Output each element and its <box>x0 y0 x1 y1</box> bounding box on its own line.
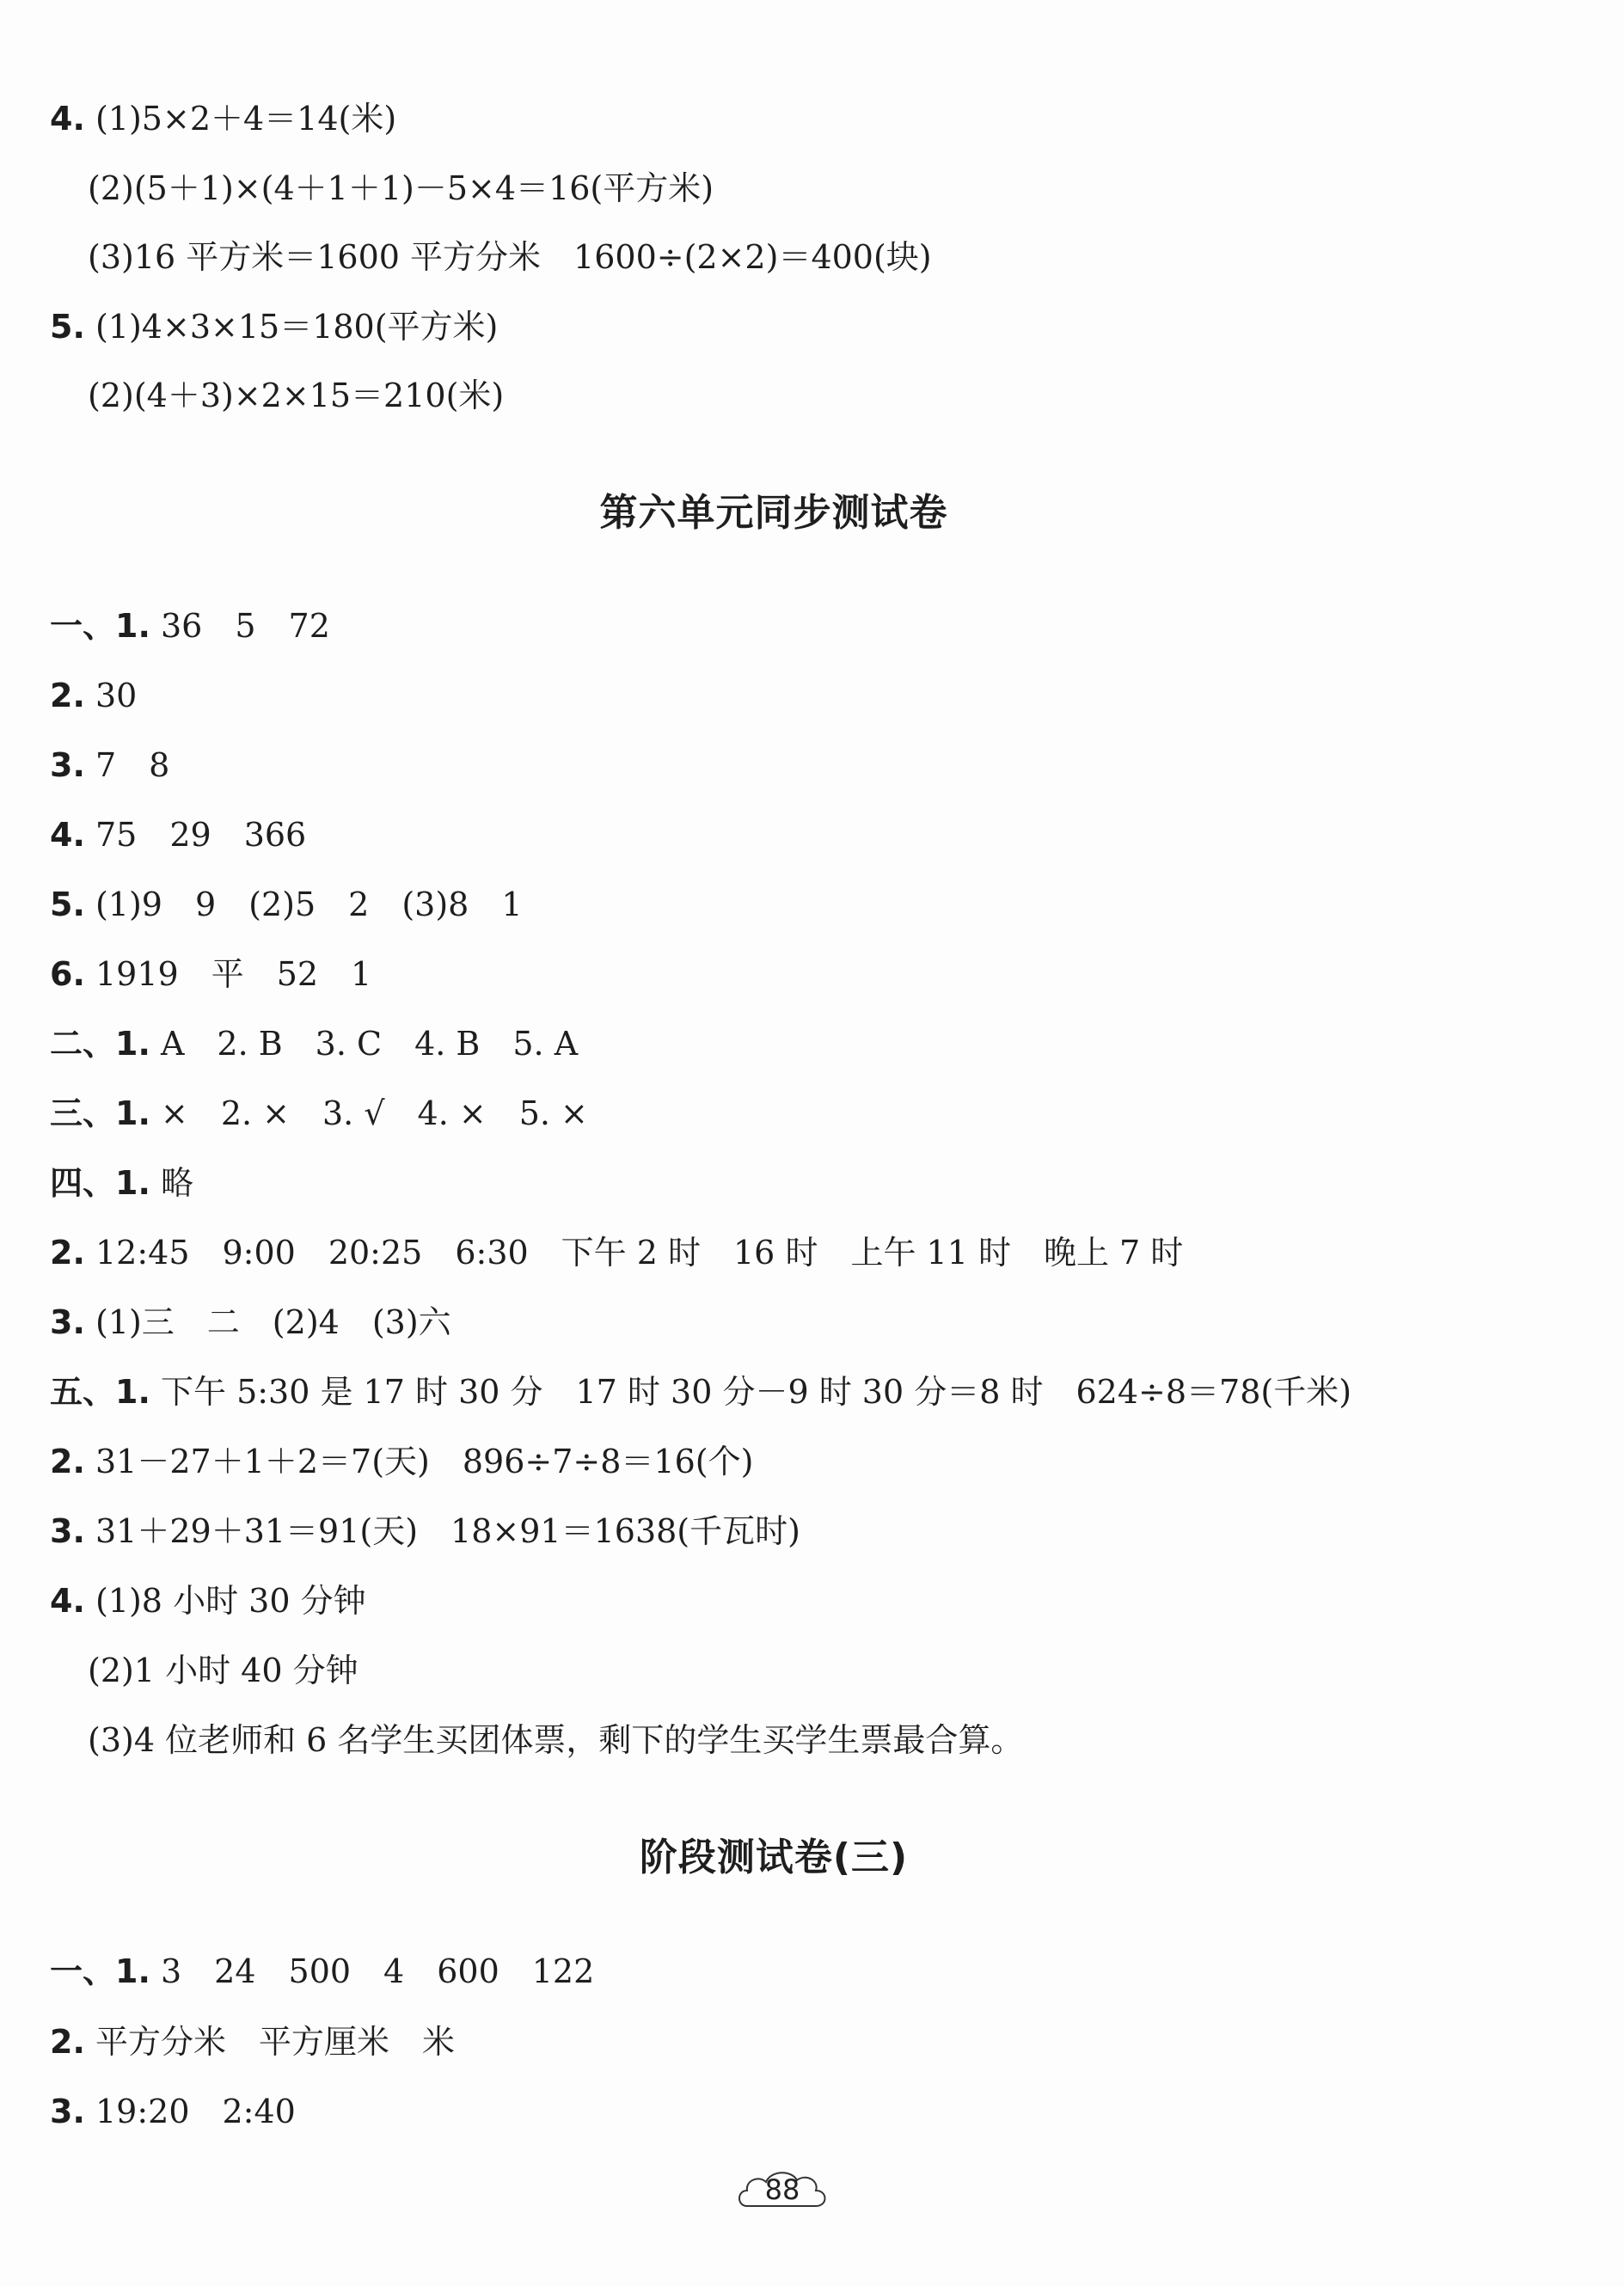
answer-line: 三、1. × 2. × 3. √ 4. × 5. × <box>50 1094 588 1132</box>
answer-line: 4. (1)5×2＋4＝14(米) <box>50 100 397 138</box>
answer-line: 3. 31＋29＋31＝91(天) 18×91＝1638(千瓦时) <box>50 1512 800 1550</box>
answer-line: 6. 1919 平 52 1 <box>50 955 372 993</box>
answer-line: 一、1. 3 24 500 4 600 122 <box>50 1952 595 1990</box>
answer-line: 一、1. 36 5 72 <box>50 607 330 645</box>
section-title: 阶段测试卷(三) <box>639 1836 909 1879</box>
answer-line: 2. 12:45 9:00 20:25 6:30 下午 2 时 16 时 上午 11 时 晚上 7 时 <box>50 1234 1184 1272</box>
answer-line: 五、1. 下午 5:30 是 17 时 30 分 17 时 30 分－9 时 30 分＝8 时 624÷8＝78(千米) <box>50 1373 1352 1411</box>
answer-line: 3. (1)三 二 (2)4 (3)六 <box>50 1303 451 1341</box>
answer-line: 3. 7 8 <box>50 746 170 784</box>
answer-line: 2. 平方分米 平方厘米 米 <box>50 2023 455 2061</box>
page-number-text: 88 <box>764 2173 800 2206</box>
answer-line: 2. 31－27＋1＋2＝7(天) 896÷7÷8＝16(个) <box>50 1443 754 1480</box>
page-number <box>735 2165 830 2215</box>
answer-line: (3)4 位老师和 6 名学生买团体票，剩下的学生买学生票最合算。 <box>88 1721 1024 1759</box>
section-title: 第六单元同步测试卷 <box>599 491 948 535</box>
answer-line: 四、1. 略 <box>50 1164 193 1202</box>
answer-line: 二、1. A 2. B 3. C 4. B 5. A <box>50 1025 579 1063</box>
answer-line: 4. (1)8 小时 30 分钟 <box>50 1582 366 1620</box>
answer-line: 5. (1)9 9 (2)5 2 (3)8 1 <box>50 886 523 923</box>
answer-line: (2)(5＋1)×(4＋1＋1)－5×4＝16(平方米) <box>88 169 714 207</box>
answer-line: 5. (1)4×3×15＝180(平方米) <box>50 308 499 346</box>
answer-line: (3)16 平方米＝1600 平方分米 1600÷(2×2)＝400(块) <box>88 238 932 276</box>
answer-line: 4. 75 29 366 <box>50 816 307 854</box>
answer-line: 2. 30 <box>50 677 138 714</box>
answer-line: (2)(4＋3)×2×15＝210(米) <box>88 377 505 414</box>
answer-line: 3. 19:20 2:40 <box>50 2093 296 2130</box>
answer-line: (2)1 小时 40 分钟 <box>88 1652 359 1689</box>
